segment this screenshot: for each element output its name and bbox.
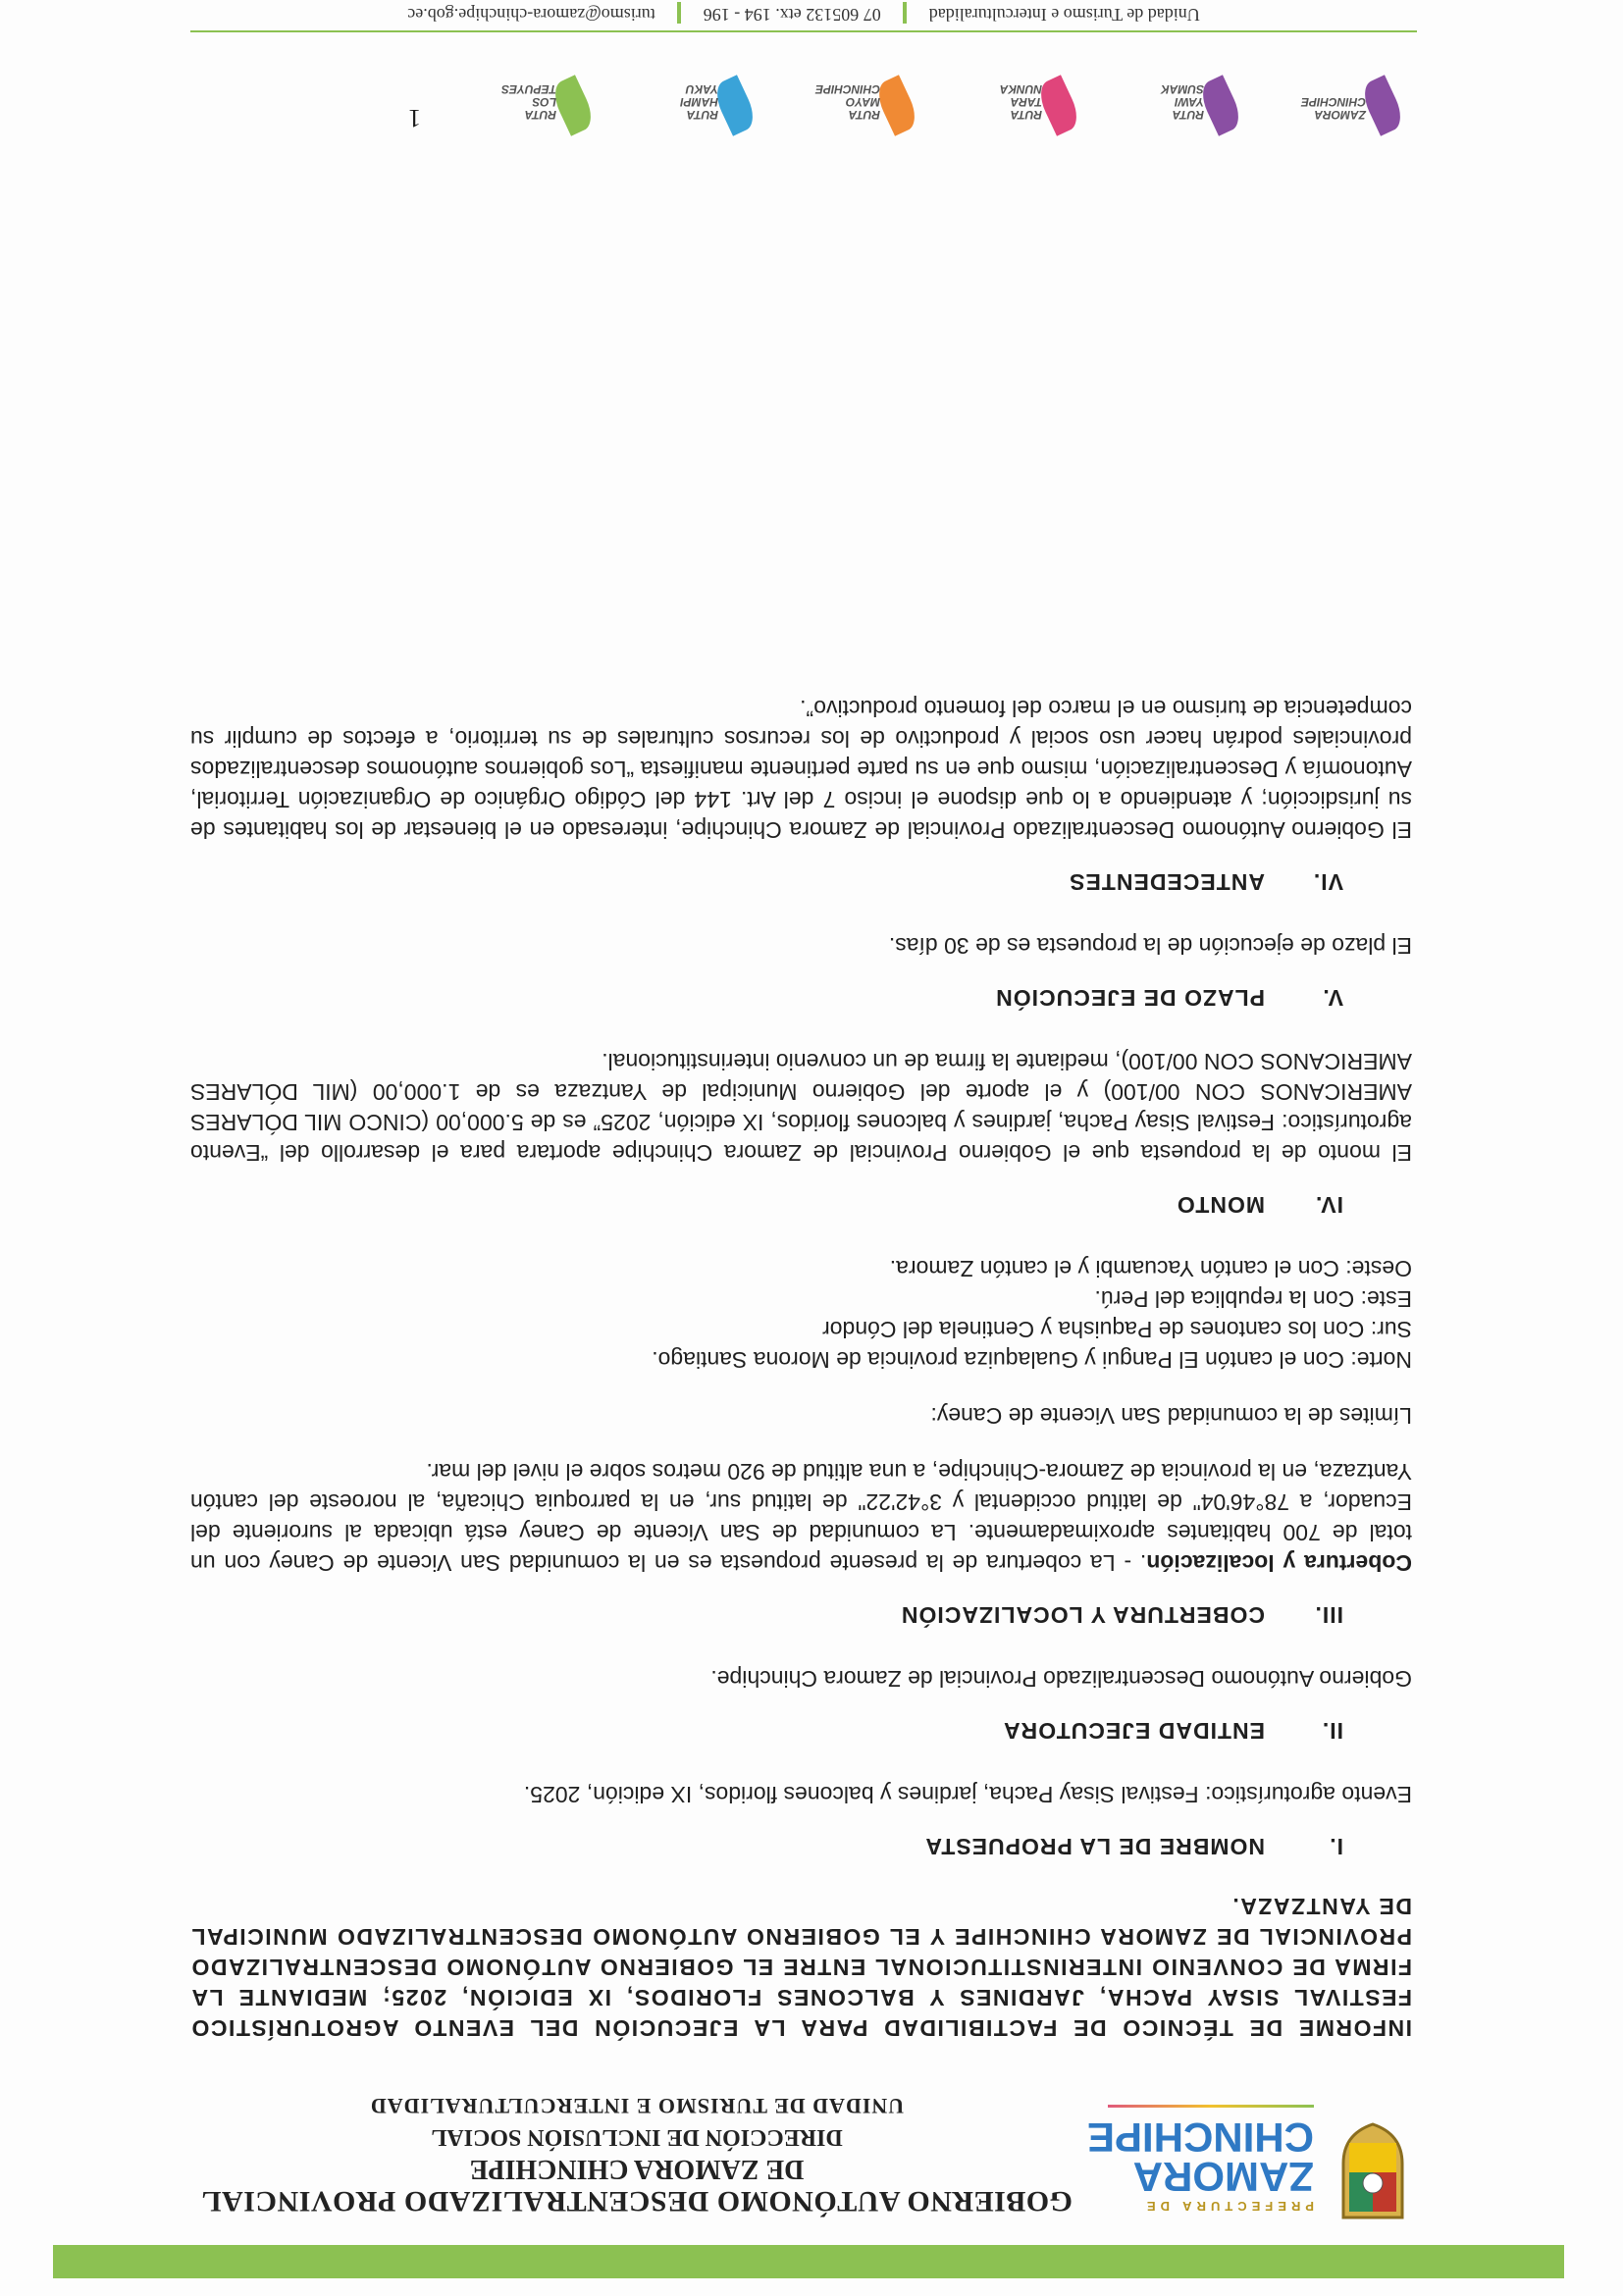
section-heading-3: III.COBERTURA Y LOCALIZACIÓN <box>900 1602 1343 1628</box>
footer-separator <box>903 2 907 24</box>
section-heading-6: VI.ANTECEDENTES <box>1069 869 1343 895</box>
footer-email[interactable]: turismo@zamora-chinchipe.gob.ec <box>407 5 655 25</box>
logo-underline <box>1108 2105 1314 2108</box>
page-footer <box>190 5 1417 132</box>
ruta-hampi-yaku-logo: RUTA HAMPI YAKU <box>661 44 769 132</box>
section-1-text: Evento agroturístico: Festival Sisay Pacha, jardines y balcones floridos, IX edición, 2025. <box>523 1782 1412 1807</box>
footer-rule <box>190 30 1417 32</box>
section-2-text: Gobierno Autónomo Descentralizado Provincial de Zamora Chinchipe. <box>710 1666 1412 1692</box>
report-title: INFORME DE TÉCNICO DE FACTIBILIDAD PARA LA EJECUCIÓN DEL EVENTO AGROTURÍSTICO FESTIVAL SISAY PACHA, JARDINES Y BALCONES FLORIDOS, IX EDICIÓN, 2025; MEDIANTE LA FIRMA DE CONVENIO INTERINSTITUCIONAL ENTRE EL GOBIERNO AUTÓNOMO DESCENTRALIZADO PROVINCIAL DE ZAMORA CHINCHIPE Y EL GOBIERNO AUTÓNOMO DESCENTRALIZADO MUNICIPAL DE YANTZAZA. <box>190 1894 1412 2041</box>
institution-line-4: UNIDAD DE TURISMO E INTERCULTURALIDAD <box>369 2094 905 2118</box>
prefectura-word-1: ZAMORA <box>1132 2154 1314 2200</box>
limit-south: Sur: Con los cantones de Paquisha y Centinela del Cóndor <box>822 1317 1412 1342</box>
section-5-text: El plazo de ejecución de la propuesta es de 30 días. <box>888 933 1412 959</box>
institution-line-3: DIRECCIÓN DE INCLUSIÓN SOCIAL <box>431 2124 843 2150</box>
institution-line-1: GOBIERNO AUTÓNOMO DESCENTRALIZADO PROVINCIAL <box>201 2185 1073 2218</box>
section-heading-5: V.PLAZO DE EJECUCIÓN <box>995 985 1343 1011</box>
section-4-text: El monto de la propuesta que el Gobierno Provincial de Zamora Chinchipe aportara para el desarrollo del “Evento agroturístico: Festival Sisay Pacha, jardines y balcones floridos, IX edición, 2025” es de 5.000,00 (CINCO MIL DÓLARES AMERICANOS CON 00/100) y el aporte del Gobierno Municipal de Yantzaza es de 1.000,00 (MIL DÓLARES AMERICANOS CON 00/100), mediante la firma de un convenio interinstitucional. <box>190 1049 1412 1166</box>
tourism-routes-logos <box>190 39 1417 132</box>
institution-line-2: DE ZAMORA CHINCHIPE <box>469 2154 805 2184</box>
section-heading-4: IV.MONTO <box>1176 1192 1343 1218</box>
section-heading-2: II.ENTIDAD EJECUTORA <box>1002 1718 1343 1744</box>
footer-unit: Unidad de Turismo e Interculturalidad <box>928 5 1200 25</box>
letterhead <box>136 2065 1412 2227</box>
prefectura-word-2: CHINCHIPE <box>1086 2114 1314 2161</box>
limits-title: Límites de la comunidad San Vicente de Caney: <box>930 1403 1412 1429</box>
limit-north: Norte: Con el cantón El Pangui y Gualaquiza provincia de Morona Santiago. <box>652 1347 1412 1373</box>
prefectura-logo-text <box>1086 2114 1314 2200</box>
ruta-tara-nunka-logo: RUTA TARA NUNKA <box>985 44 1093 132</box>
top-green-bar <box>53 2245 1564 2278</box>
ruta-los-tepuyes-logo: RUTA LOS TEPUYES <box>499 44 607 132</box>
report-body <box>190 659 1412 2043</box>
section-6-text: El Gobierno Autónomo Descentralizado Provincial de Zamora Chinchipe, interesado en el bienestar de los habitantes de su jurisdicción; y atendiendo a lo que dispone el inciso 7 del Art. 144 del Código Orgánico de Organización Territorial, Autonomía y Descentralización, mismo que en su parte pertinente manifiesta “Los gobiernos autónomos descentralizados provinciales podrán hacer uso social y productivo de los recursos culturales de su territorio, a efectos de cumplir su competencia de turismo en el marco del fomento productivo”. <box>190 696 1412 843</box>
ruta-yawi-sumak-logo: RUTA YAWI SUMAK <box>1147 44 1255 132</box>
ruta-mayo-chinchipe-logo: RUTA MAYO CHINCHIPE <box>823 44 931 132</box>
page-number: 1 <box>408 104 421 132</box>
footer-phone: 07 605132 etx. 194 - 196 <box>703 5 881 25</box>
limit-west: Oeste: Con el cantón Yacuambi y el cantón Zamora. <box>889 1256 1412 1281</box>
zamora-chinchipe-brand-logo: ZAMORA CHINCHIPE <box>1309 44 1417 132</box>
limit-east: Este: Con la republica del Perú. <box>1094 1286 1412 1312</box>
institution-heading <box>195 2090 1078 2218</box>
section-3-text: Cobertura y localización. - La cobertura de la presente propuesta es en la comunidad San Vicente de Caney con un total de 700 habitantes aproximadamente. La comunidad de San Vicente de Caney está ubicada al suroriente del Ecuador, a 78°46'04" de latitud occidental y 3°42'22" de latitud sur, en la parroquia Chicaña, al noroeste del cantón Yantzaza, en la provincia de Zamora-Chinchipe, a una altitud de 920 metros sobre el nivel del mar. <box>190 1459 1412 1576</box>
footer-contact <box>190 2 1417 25</box>
prefectura-label: PREFECTURA DE <box>1141 2199 1314 2214</box>
provincial-crest-icon <box>1334 2119 1412 2227</box>
footer-separator <box>677 2 681 24</box>
section-heading-1: I.NOMBRE DE LA PROPUESTA <box>924 1834 1343 1859</box>
